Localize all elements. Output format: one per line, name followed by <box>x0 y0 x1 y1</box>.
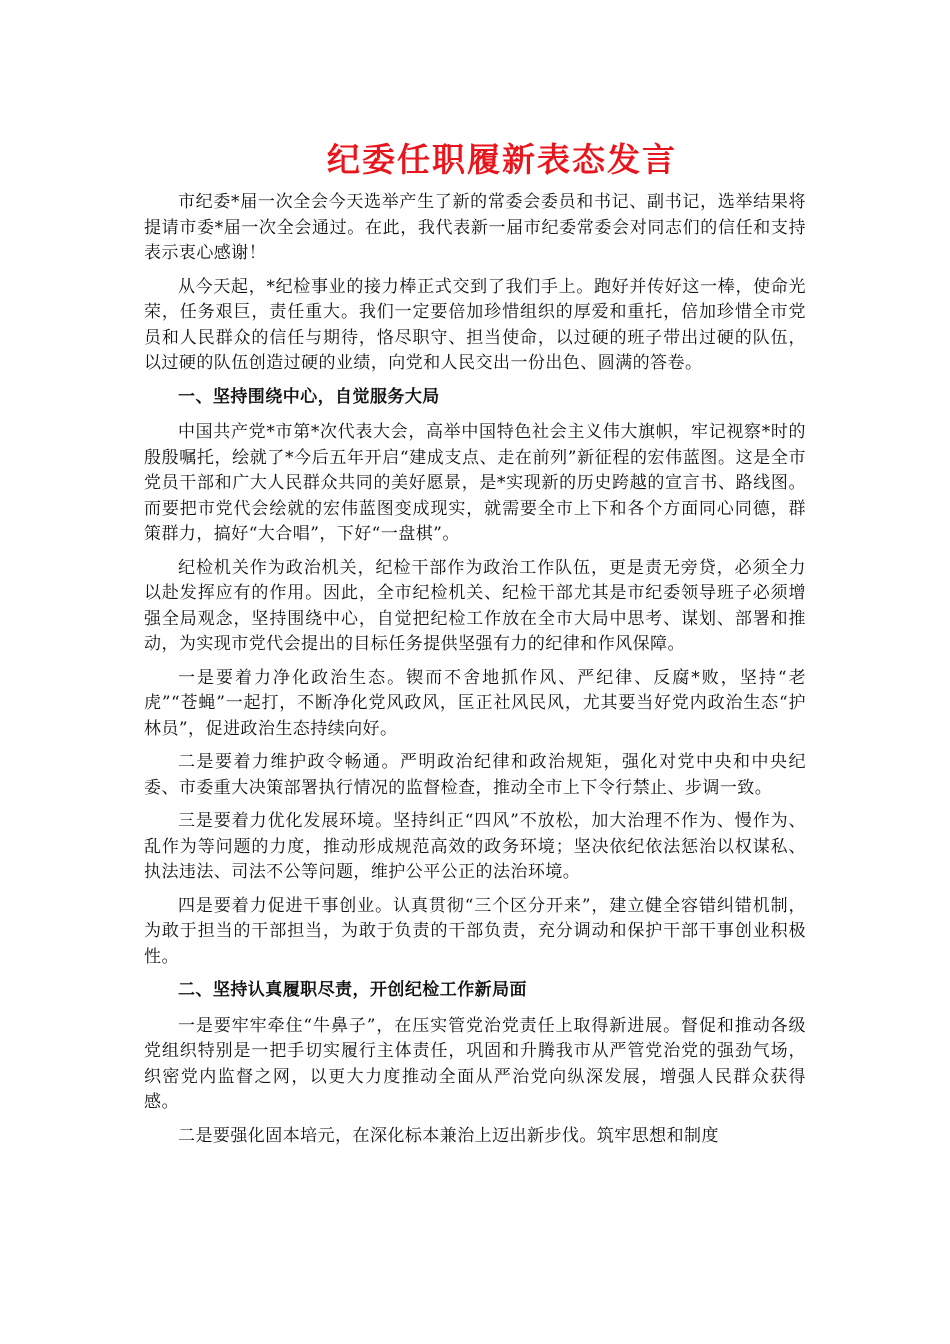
document-title: 纪委任职履新表态发言 <box>327 140 677 179</box>
paragraph: 一是要着力净化政治生态。锲而不舍地抓作风、严纪律、反腐*败，坚持“老虎”“苍蝇”一起打，不断净化党风政风，匡正社风民风，尤其要当好党内政治生态“护林员”，促进政治生态持续向好。 <box>144 667 806 739</box>
paragraph: 二是要强化固本培元，在深化标本兼治上迈出新步伐。筑牢思想和制度 <box>178 1125 719 1146</box>
paragraph: 中国共产党*市第*次代表大会，高举中国特色社会主义伟大旗帜，牢记视察*时的殷殷嘱托，绘就了*今后五年开启“建成支点、走在前列”新征程的宏伟蓝图。这是全市党员干部和广大人民群众共同的美好愿景，是*实现新的历史跨越的宣言书、路线图。而要把市党代会绘就的宏伟蓝图变成现实，就需要全市上下和各个方面同心同德，群策群力，搞好“大合唱”，下好“一盘棋”。 <box>144 422 806 544</box>
section-heading: 一、坚持围绕中心，自觉服务大局 <box>178 386 440 407</box>
document-body <box>144 190 806 1157</box>
paragraph: 纪检机关作为政治机关，纪检干部作为政治工作队伍，更是责无旁贷，必须全力以赴发挥应有的作用。因此，全市纪检机关、纪检干部尤其是市纪委领导班子必须增强全局观念，坚持围绕中心，自觉把纪检工作放在全市大局中思考、谋划、部署和推动，为实现市党代会提出的目标任务提供坚强有力的纪律和作风保障。 <box>144 557 806 654</box>
paragraph: 二是要着力维护政令畅通。严明政治纪律和政治规矩，强化对党中央和中央纪委、市委重大决策部署执行情况的监督检查，推动全市上下令行禁止、步调一致。 <box>144 752 806 798</box>
paragraph: 市纪委*届一次全会今天选举产生了新的常委会委员和书记、副书记，选举结果将提请市委*届一次全会通过。在此，我代表新一届市纪委常委会对同志们的信任和支持表示衷心感谢！ <box>144 192 806 263</box>
paragraph: 一是要牢牢牵住“牛鼻子”，在压实管党治党责任上取得新进展。督促和推动各级党组织特别是一把手切实履行主体责任，巩固和升腾我市从严管党治党的强劲气场，织密党内监督之网，以更大力度推动全面从严治党向纵深发展，增强人民群众获得感。 <box>144 1015 806 1112</box>
paragraph: 四是要着力促进干事创业。认真贯彻“三个区分开来”，建立健全容错纠错机制，为敢于担当的干部担当，为敢于负责的干部负责，充分调动和保护干部干事创业积极性。 <box>144 895 806 967</box>
paragraph: 三是要着力优化发展环境。坚持纠正“四风”不放松，加大治理不作为、慢作为、乱作为等问题的力度，推动形成规范高效的政务环境；坚决依纪依法惩治以权谋私、执法违法、司法不公等问题，维护公平公正的法治环境。 <box>144 811 806 882</box>
paragraph: 从今天起，*纪检事业的接力棒正式交到了我们手上。跑好并传好这一棒，使命光荣，任务艰巨，责任重大。我们一定要倍加珍惜组织的厚爱和重托，倍加珍惜全市党员和人民群众的信任与期待，恪尽职守、担当使命，以过硬的班子带出过硬的队伍，以过硬的队伍创造过硬的业绩，向党和人民交出一份出色、圆满的答卷。 <box>144 276 806 373</box>
section-heading: 二、坚持认真履职尽责，开创纪检工作新局面 <box>178 980 527 1000</box>
